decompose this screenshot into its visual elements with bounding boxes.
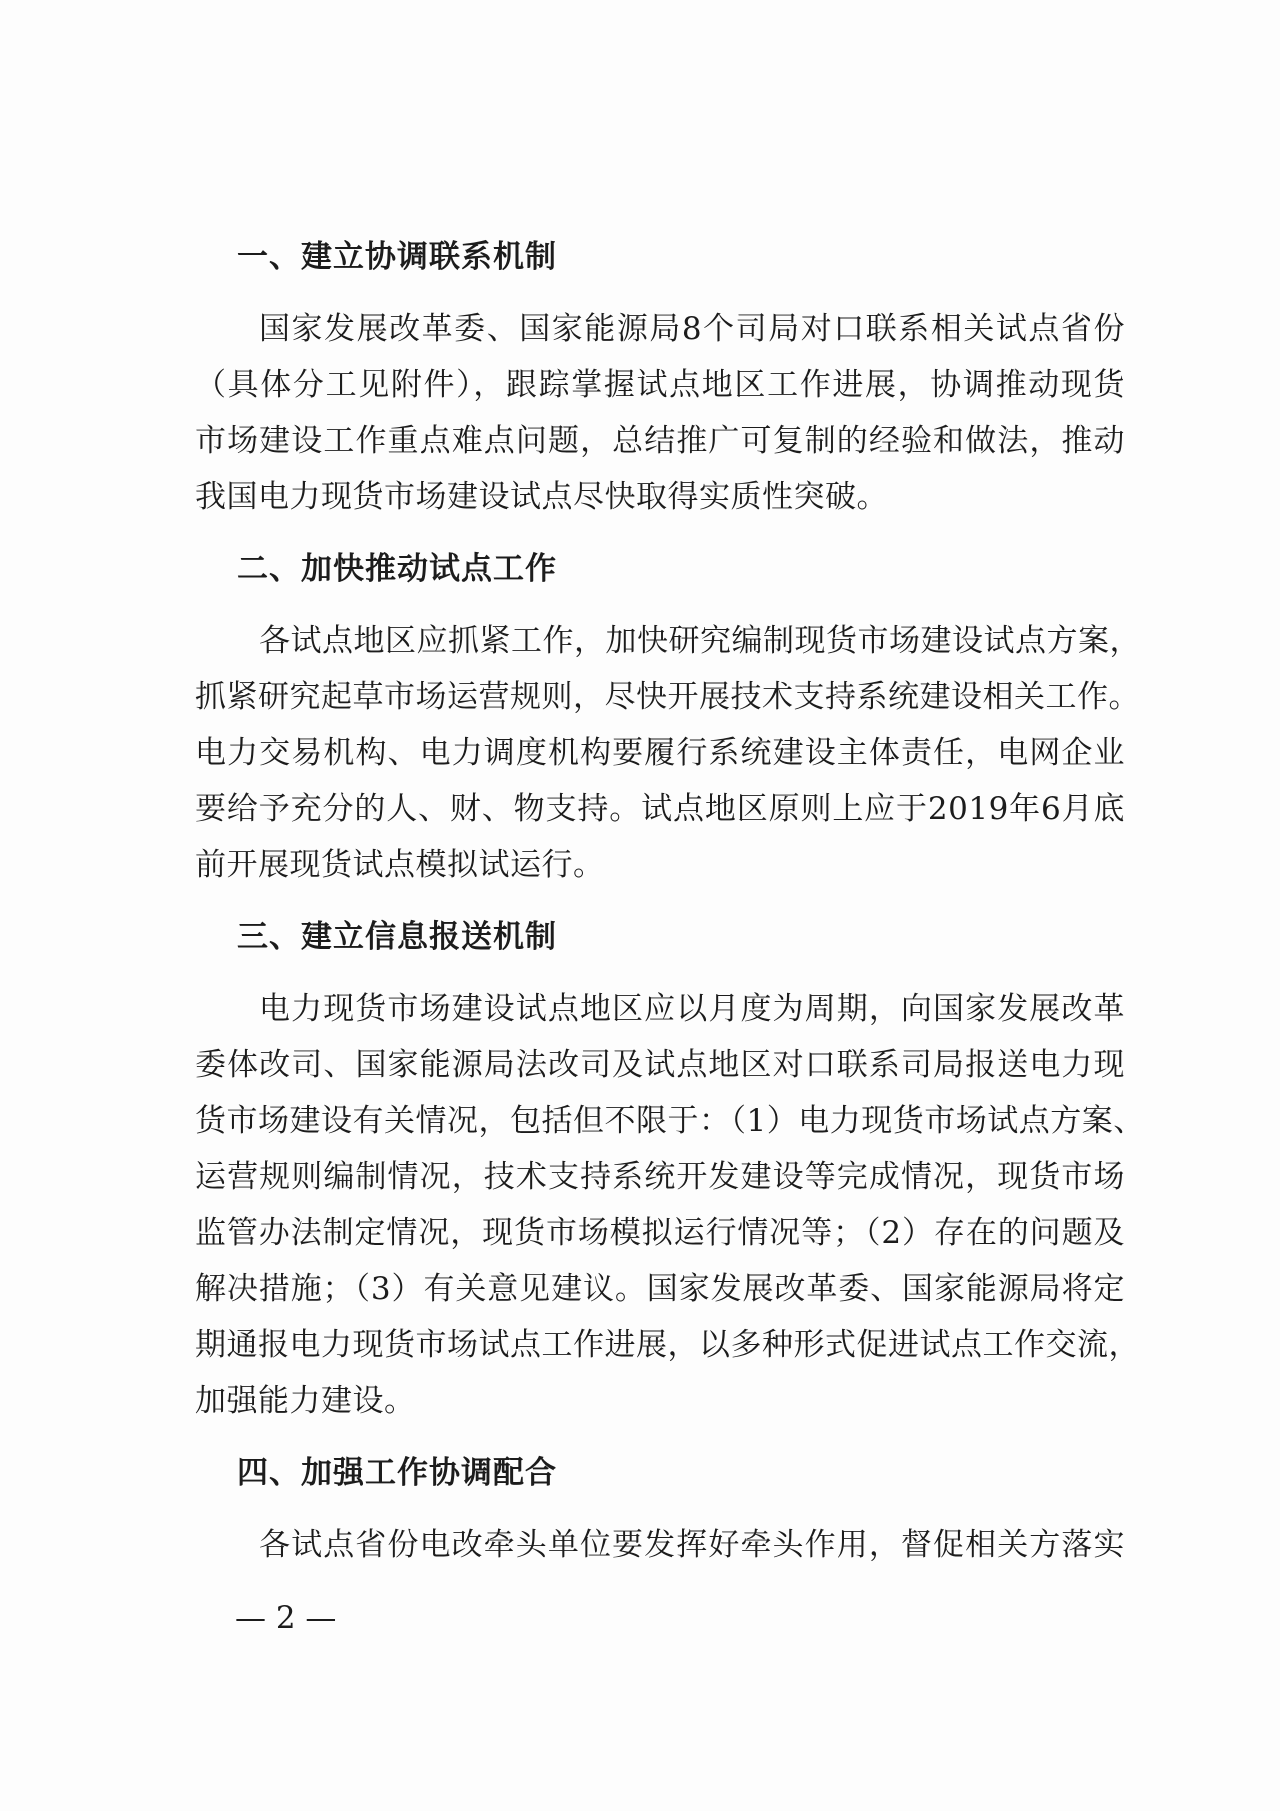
paragraph-line: 要给予充分的人、财、物支持。试点地区原则上应于2019年6月底 xyxy=(195,791,1125,827)
paragraph-line: 我国电力现货市场建设试点尽快取得实质性突破。 xyxy=(195,479,888,515)
paragraph-line: 运营规则编制情况，技术支持系统开发建设等完成情况，现货市场 xyxy=(195,1159,1125,1195)
paragraph-line: 市场建设工作重点难点问题，总结推广可复制的经验和做法，推动 xyxy=(195,423,1125,459)
paragraph-line: 加强能力建设。 xyxy=(195,1383,416,1419)
document-body xyxy=(195,237,1145,1597)
paragraph-line: 期通报电力现货市场试点工作进展，以多种形式促进试点工作交流， xyxy=(195,1327,1140,1363)
section-heading: 三、建立信息报送机制 xyxy=(237,919,557,955)
section-paragraph xyxy=(195,301,1125,525)
paragraph-line: 各试点地区应抓紧工作，加快研究编制现货市场建设试点方案， xyxy=(259,623,1141,659)
paragraph-line: 抓紧研究起草市场运营规则，尽快开展技术支持系统建设相关工作。 xyxy=(195,679,1140,715)
paragraph-line: 解决措施；（3）有关意见建议。国家发展改革委、国家能源局将定 xyxy=(195,1271,1125,1307)
paragraph-line: 电力交易机构、电力调度机构要履行系统建设主体责任，电网企业 xyxy=(195,735,1125,771)
paragraph-line: （具体分工见附件），跟踪掌握试点地区工作进展，协调推动现货 xyxy=(195,367,1125,403)
section-heading: 二、加快推动试点工作 xyxy=(237,551,557,587)
paragraph-line: 监管办法制定情况，现货市场模拟运行情况等；（2）存在的问题及 xyxy=(195,1215,1125,1251)
section-heading: 四、加强工作协调配合 xyxy=(237,1455,557,1491)
page-number: — 2 — xyxy=(235,1600,337,1636)
section-paragraph xyxy=(195,613,1141,893)
section-paragraph xyxy=(195,1517,1125,1573)
paragraph-line: 委体改司、国家能源局法改司及试点地区对口联系司局报送电力现 xyxy=(195,1047,1125,1083)
section-paragraph xyxy=(195,981,1145,1429)
paragraph-line: 电力现货市场建设试点地区应以月度为周期，向国家发展改革 xyxy=(259,991,1125,1027)
paragraph-line: 货市场建设有关情况，包括但不限于：（1）电力现货市场试点方案、 xyxy=(195,1103,1145,1139)
paragraph-line: 前开展现货试点模拟试运行。 xyxy=(195,847,605,883)
paragraph-line: 各试点省份电改牵头单位要发挥好牵头作用，督促相关方落实 xyxy=(259,1527,1125,1563)
section-heading: 一、建立协调联系机制 xyxy=(237,239,557,275)
paragraph-line: 国家发展改革委、国家能源局8个司局对口联系相关试点省份 xyxy=(259,311,1125,347)
